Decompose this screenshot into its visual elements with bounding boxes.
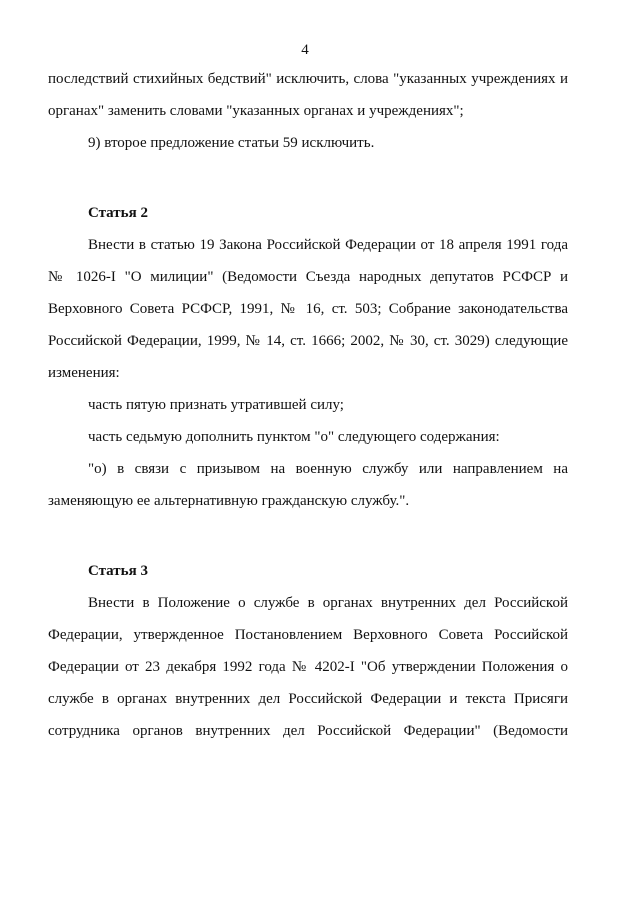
text-line: Верховного Совета РСФСР, 1991, № 16, ст. 503; Собрание законодательства (48, 301, 568, 317)
text-line: 9) второе предложение статьи 59 исключить. (88, 135, 375, 151)
text-line: заменяющую ее альтернативную гражданскую службу.". (48, 493, 410, 509)
spacer (48, 518, 568, 556)
text-line: Внести в статью 19 Закона Российской Федерации от 18 апреля 1991 года (88, 237, 568, 253)
text-line: часть седьмую дополнить пунктом "о" следующего содержания: (88, 429, 500, 445)
text-line: Федерации от 23 декабря 1992 года № 4202-I "Об утверждении Положения о (48, 659, 568, 675)
text-line: "о) в связи с призывом на военную службу или направлением на (88, 461, 568, 477)
text-line: органах" заменить словами "указанных органах и учреждениях"; (48, 103, 464, 119)
article-heading: Статья 3 (88, 563, 148, 579)
text-line: изменения: (48, 365, 120, 381)
page-number: 4 (301, 42, 309, 58)
text-line: сотрудника органов внутренних дел Российской Федерации" (Ведомости (48, 723, 568, 739)
spacer (48, 160, 568, 198)
text-line: часть пятую признать утратившей силу; (88, 397, 344, 413)
article-heading: Статья 2 (88, 205, 148, 221)
document-body (48, 64, 568, 748)
text-line: № 1026-I "О милиции" (Ведомости Съезда народных депутатов РСФСР и (48, 269, 568, 285)
text-line: Федерации, утвержденное Постановлением Верховного Совета Российской (48, 627, 568, 643)
text-line: службе в органах внутренних дел Российской Федерации и текста Присяги (48, 691, 568, 707)
text-line: Российской Федерации, 1999, № 14, ст. 1666; 2002, № 30, ст. 3029) следующие (48, 333, 568, 349)
text-line: последствий стихийных бедствий" исключить, слова "указанных учреждениях и (48, 71, 568, 87)
text-line: Внести в Положение о службе в органах внутренних дел Российской (88, 595, 568, 611)
